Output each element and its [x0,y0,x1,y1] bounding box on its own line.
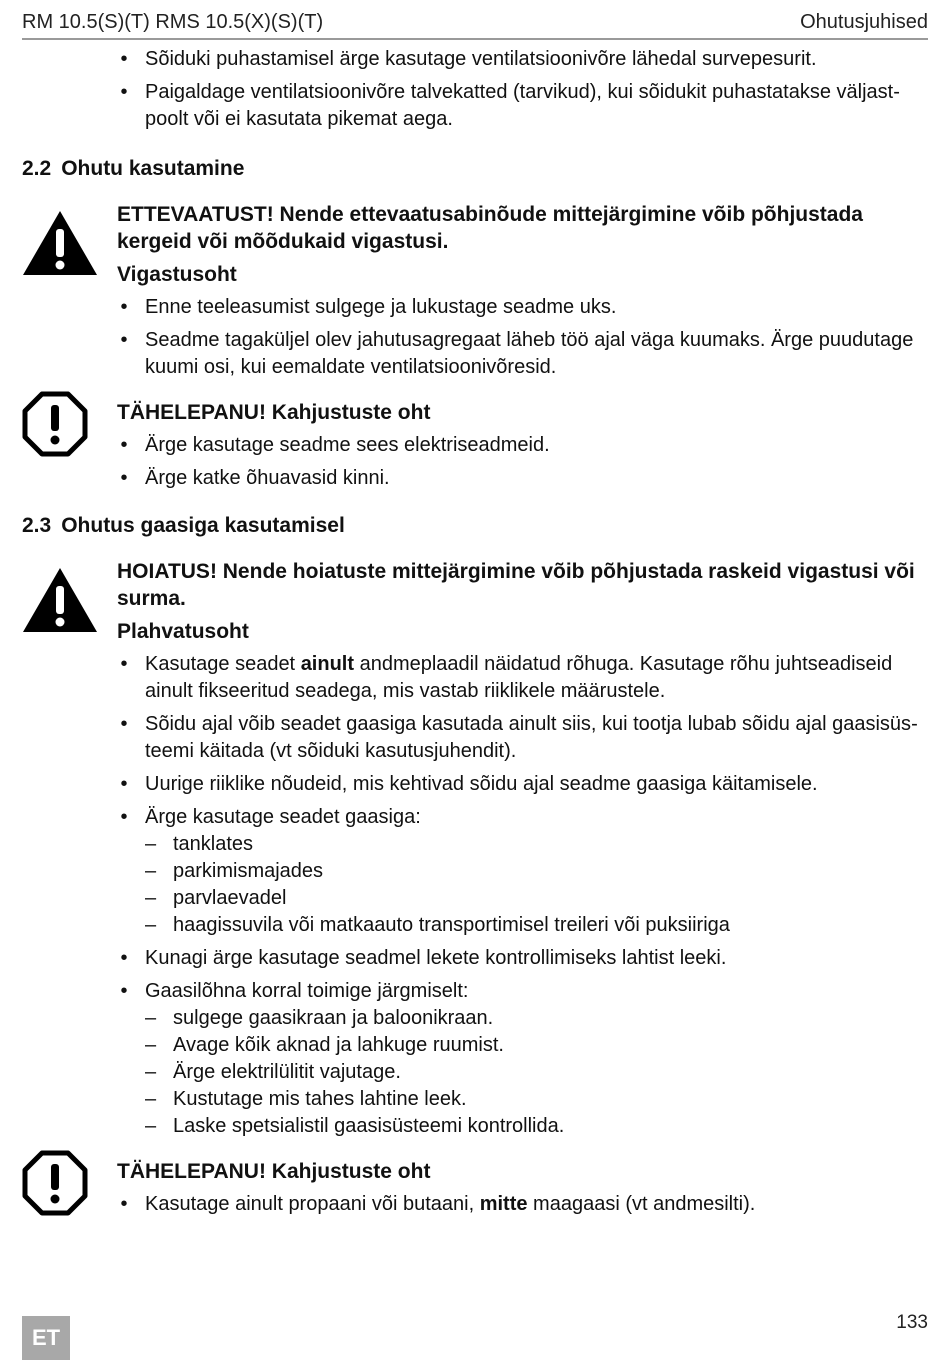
notice-block [22,399,928,492]
sub-list [145,831,928,939]
warning-triangle-icon [22,209,98,277]
notice-octagon-icon [22,1150,88,1216]
list-item: • Paigaldage ventilatsioonivõre talvekatted (tarvikud), kui sõidukit puhastatakse väljastpoolt või ei kasutata pikemat aega. [120,81,900,130]
caution-block [22,201,928,381]
list-item: • Ärge kasutage seadme sees elektriseadmeid. [120,434,550,456]
sub-list-item: – tanklates [145,833,254,855]
list-item: • Sõidu ajal võib seadet gaasiga kasutada ainult siis, kui tootja lubab sõidu ajal gaasisüsteemi käitada (vt sõiduki kasutusjuhendit). [120,713,918,762]
section-title: Ohutu kasutamine [61,157,245,180]
sub-list-item: – Avage kõik aknad ja lahkuge ruumist. [145,1034,504,1056]
section-heading-2-3 [22,514,928,538]
notice-title: TÄHELEPANU! Kahjustuste oht [117,1160,431,1183]
sub-list-item: – Ärge elektrilülitit vajutage. [145,1061,401,1083]
list-item: • Gaasilõhna korral toimige järgmiselt: – sulgege gaasikraan ja baloonikraan. – Avage kõik aknad ja lahkuge ruumist. – Ärge elektrilülitit vajutage. – Kustutage mis tahes lahtine leek. – Laske spetsialistil gaasisüsteemi kontrollida. [117,978,928,1140]
caution-bullet-list [117,294,928,381]
list-item: • Enne teeleasumist sulgege ja lukustage seadme uks. [120,296,617,318]
warning-subtitle: Plahvatusoht [117,620,249,643]
sub-list [145,1005,928,1140]
list-item: • Seadme tagaküljel olev jahutusagregaat läheb töö ajal väga kuumaks. Ärge puudutage kuumi osi, kui eemaldate ventilatsioonivõresid. [120,329,914,378]
notice-bullet-list [117,432,928,492]
notice-octagon-icon [22,391,88,457]
warning-triangle-icon [22,566,98,634]
notice-title: TÄHELEPANU! Kahjustuste oht [117,401,431,424]
sub-list-item: – parkimismajades [145,860,324,882]
notice-block [22,1158,928,1218]
list-item: • Kasutage seadet ainult andmeplaadil näidatud rõhuga. Kasutage rõhu juhtseadiseid ainult fikseeritud seadega, mis vastab riiklikele määrustele. [120,653,893,702]
list-item: • Uurige riiklike nõudeid, mis kehtivad sõidu ajal seadme gaasiga käitamisele. [120,773,818,795]
page-content [22,46,928,1224]
sub-list-item: – Laske spetsialistil gaasisüsteemi kontrollida. [145,1115,565,1137]
warning-title: HOIATUS! Nende hoiatuste mittejärgimine võib põhjustada raskeid vigastusi või surma. [117,560,915,610]
list-item: • Kunagi ärge kasutage seadmel lekete kontrollimiseks lahtist leeki. [120,947,727,969]
language-badge: ET [22,1316,70,1360]
list-item: • Kasutage ainult propaani või butaani, mitte maagaasi (vt andmesilti). [120,1193,756,1215]
sub-list-item: – sulgege gaasikraan ja baloonikraan. [145,1007,494,1029]
sub-list-item: – haagissuvila või matkaauto transportimisel treileri või puksiiriga [145,914,730,936]
caution-subtitle: Vigastusoht [117,263,237,286]
sub-list-item: – parvlaevadel [145,887,287,909]
section-title: Ohutus gaasiga kasutamisel [61,514,345,537]
sub-list-item: – Kustutage mis tahes lahtine leek. [145,1088,467,1110]
header-doc-type: Ohutusjuhised [800,11,928,33]
warning-block [22,558,928,1140]
list-item: • Ärge kasutage seadet gaasiga: – tanklates – parkimismajades – parvlaevadel – haagissuvila või matkaauto transportimisel treileri või puksiiriga [117,804,928,939]
list-item: • Ärge katke õhuavasid kinni. [120,467,390,489]
notice-bullet-list [117,1191,928,1218]
page-header [22,8,928,40]
warning-bullet-list [117,651,928,1140]
list-item: • Sõiduki puhastamisel ärge kasutage ventilatsioonivõre lähedal survepesurit. [120,48,817,70]
intro-bullet-list [117,46,928,133]
page-number: 133 [896,1312,928,1333]
section-number: 2.2 [22,157,52,180]
caution-title: ETTEVAATUST! Nende ettevaatusabinõude mittejärgimine võib põhjustada kergeid või mõõdukaid vigastusi. [117,203,863,253]
section-heading-2-2 [22,157,928,181]
section-number: 2.3 [22,514,52,537]
header-model: RM 10.5(S)(T) RMS 10.5(X)(S)(T) [22,11,324,33]
